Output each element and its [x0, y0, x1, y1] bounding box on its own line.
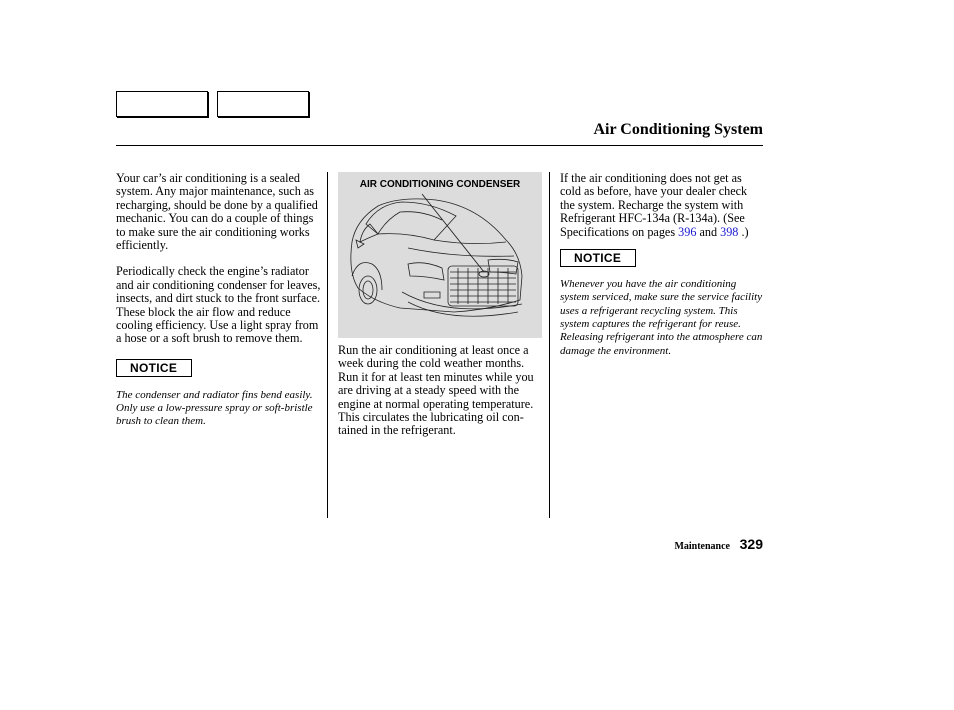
column-divider	[327, 172, 328, 518]
notice-text: The condenser and radiator fins bend easily. Only use a low-pressure spray or soft-bristle brush to clean them.	[116, 388, 313, 428]
condenser-figure	[338, 172, 542, 338]
nav-button-2[interactable]	[217, 91, 309, 117]
page-link-398[interactable]: 398	[720, 224, 739, 239]
notice-label: NOTICE	[116, 359, 192, 377]
column-3	[560, 172, 765, 358]
car-front-illustration	[338, 172, 542, 338]
check-condenser-paragraph: Periodically check the engine’s radiator and air conditioning condenser for leaves, insects, and dirt stuck to the front surface. These block the air flow and reduce cooling efficiency. Use a light spray from a hose or a soft brush to remove them.	[116, 264, 321, 346]
run-ac-paragraph: Run the air conditioning at least once a week during the cold weather months. Run it for at least ten minutes while you are driving at a steady speed with the engine at normal operating temperature. This circulates the lubricating oil con- tained in the refrigerant.	[338, 343, 534, 438]
column-2	[338, 172, 542, 438]
page-title: Air Conditioning System	[593, 121, 763, 138]
notice-text: Whenever you have the air conditioning system serviced, make sure the service facility uses a refrigerant recycling system. This system captures the refrigerant for reuse. Releasing refrigerant into the atmosphere can damage the environment.	[560, 278, 763, 357]
intro-paragraph: Your car’s air conditioning is a sealed system. Any major maintenance, such as recharging, should be done by a qualified mechanic. You can do a couple of things to make sure the air conditioning works efficiently.	[116, 171, 318, 253]
page-link-396[interactable]: 396	[678, 224, 697, 239]
recharge-paragraph: If the air conditioning does not get as cold as before, have your dealer check the system. Recharge the system with Refrigerant HFC-134a (R-134a). (See Specifications on pages 396 and 398 .)	[560, 171, 749, 239]
nav-button-1[interactable]	[116, 91, 208, 117]
title-rule	[116, 145, 763, 146]
figure-caption: AIR CONDITIONING CONDENSER	[359, 179, 521, 190]
column-1	[116, 172, 322, 429]
page-number: 329	[739, 536, 763, 552]
column-divider	[549, 172, 550, 518]
footer-section-name: Maintenance	[674, 541, 730, 552]
notice-label: NOTICE	[560, 249, 636, 267]
